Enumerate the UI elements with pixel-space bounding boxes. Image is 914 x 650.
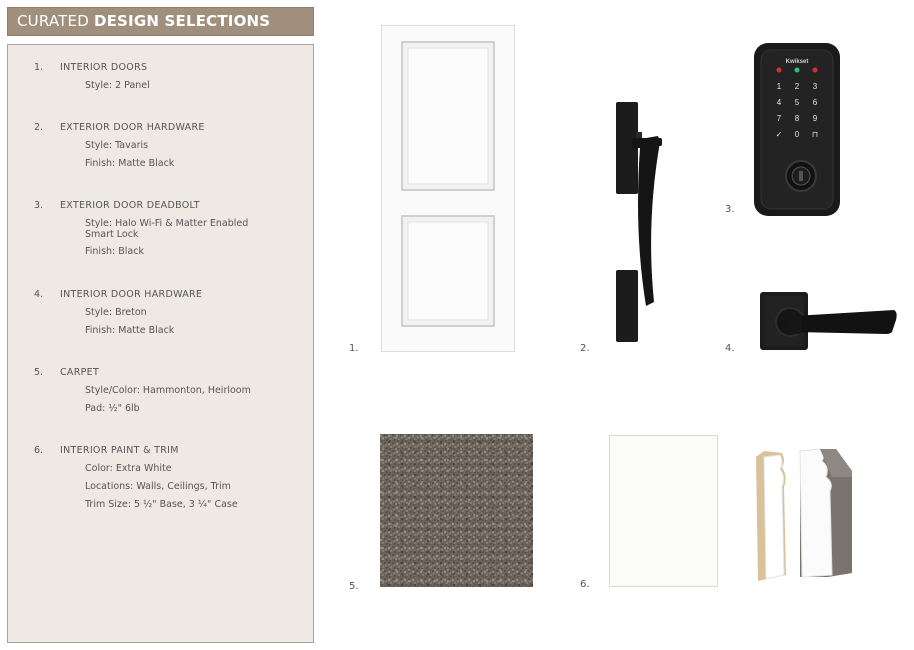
title-light: CURATED bbox=[17, 12, 94, 30]
keypad-key: 0 bbox=[794, 130, 800, 139]
keypad-key: ✓ bbox=[775, 130, 783, 139]
item-number: 1. bbox=[34, 62, 44, 73]
title-bold: DESIGN SELECTIONS bbox=[93, 12, 271, 30]
item-number: 6. bbox=[34, 445, 44, 456]
item-detail: Finish: Matte Black bbox=[85, 325, 175, 336]
item-title: CARPET bbox=[60, 367, 100, 378]
keypad-key: 1 bbox=[776, 82, 782, 91]
keypad-key: 5 bbox=[794, 98, 800, 107]
keypad-key: 6 bbox=[812, 98, 818, 107]
item-number: 4. bbox=[34, 289, 44, 300]
image-label-deadbolt: 3. bbox=[725, 204, 735, 215]
item-detail: Style: Tavaris bbox=[85, 140, 149, 151]
lock-brand: Kwikset bbox=[785, 59, 809, 65]
item-title: INTERIOR DOORS bbox=[60, 62, 148, 73]
interior-door-image bbox=[381, 25, 515, 356]
item-detail: Locations: Walls, Ceilings, Trim bbox=[85, 481, 231, 492]
exterior-handle-image bbox=[610, 102, 670, 346]
item-title: INTERIOR DOOR HARDWARE bbox=[60, 289, 203, 300]
carpet-swatch-image bbox=[380, 434, 533, 587]
keypad-key: 2 bbox=[794, 82, 800, 91]
item-detail: Finish: Matte Black bbox=[85, 158, 175, 169]
trim-profiles-image bbox=[752, 447, 856, 587]
item-detail: Pad: ½" 6lb bbox=[85, 403, 140, 414]
interior-lever-image bbox=[760, 290, 898, 358]
keypad-key: 4 bbox=[776, 98, 782, 107]
item-number: 2. bbox=[34, 122, 44, 133]
paint-swatch-image bbox=[609, 435, 718, 587]
image-label-lever: 4. bbox=[725, 343, 735, 354]
keypad-key: 7 bbox=[776, 114, 782, 123]
item-number: 3. bbox=[34, 200, 44, 211]
keypad-key: 9 bbox=[812, 114, 818, 123]
keypad-key: 8 bbox=[794, 114, 800, 123]
item-detail: Style/Color: Hammonton, Heirloom bbox=[85, 385, 251, 396]
image-label-handle: 2. bbox=[580, 343, 590, 354]
item-number: 5. bbox=[34, 367, 44, 378]
image-label-door: 1. bbox=[349, 343, 359, 354]
item-detail: Color: Extra White bbox=[85, 463, 172, 474]
item-detail: Finish: Black bbox=[85, 246, 144, 257]
selections-panel bbox=[7, 44, 314, 643]
item-detail: Style: 2 Panel bbox=[85, 80, 150, 91]
item-detail: Style: Breton bbox=[85, 307, 147, 318]
keypad-key: ⊓ bbox=[811, 130, 819, 139]
image-label-paint: 6. bbox=[580, 579, 590, 590]
item-detail: Style: Halo Wi-Fi & Matter Enabled Smart Lock bbox=[85, 218, 249, 240]
item-title: INTERIOR PAINT & TRIM bbox=[60, 445, 179, 456]
smart-deadbolt-image bbox=[753, 42, 841, 221]
item-title: EXTERIOR DOOR HARDWARE bbox=[60, 122, 205, 133]
item-title: EXTERIOR DOOR DEADBOLT bbox=[60, 200, 200, 211]
item-detail: Trim Size: 5 ½" Base, 3 ¼" Case bbox=[85, 499, 238, 510]
page-title bbox=[7, 7, 314, 36]
keypad-key: 3 bbox=[812, 82, 818, 91]
image-label-carpet: 5. bbox=[349, 581, 359, 592]
